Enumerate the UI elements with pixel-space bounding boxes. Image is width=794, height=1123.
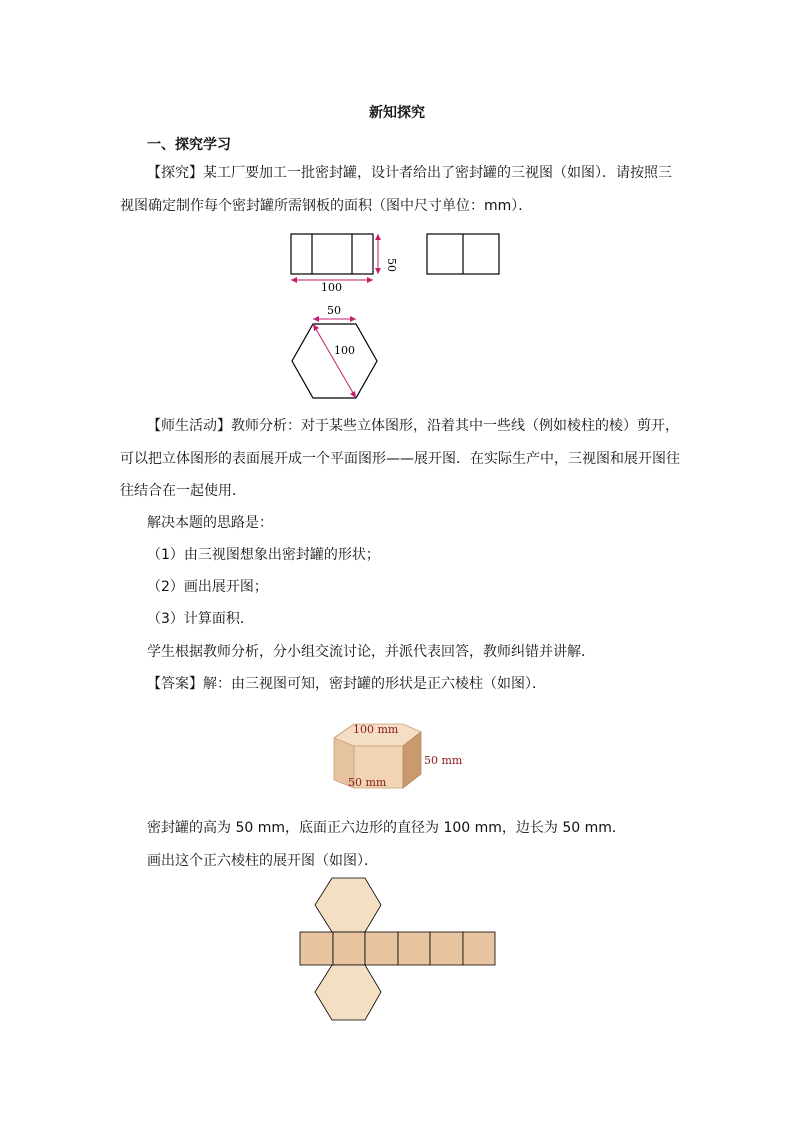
net-face-5 <box>430 932 463 965</box>
student-line: 学生根据教师分析，分小组交流讨论，并派代表回答，教师纠错并讲解． <box>147 644 595 660</box>
net-face-2 <box>333 932 365 965</box>
three-views-figure <box>285 225 510 295</box>
net-intro-line: 画出这个正六棱柱的展开图（如图）． <box>147 853 378 869</box>
activity-line-2: 可以把立体图形的表面展开成一个平面图形——展开图．在实际生产中，三视图和展开图往 <box>120 451 680 467</box>
height-label: 50 <box>385 258 398 272</box>
net-face-6 <box>463 932 495 965</box>
net-face-1 <box>300 932 333 965</box>
activity-line-1: 【师生活动】教师分析：对于某些立体图形，沿着其中一些线（例如棱柱的棱）剪开， <box>147 418 679 434</box>
hex-prism-figure <box>325 718 470 796</box>
answer-line: 【答案】解：由三视图可知，密封罐的形状是正六棱柱（如图）． <box>147 676 546 692</box>
hexagon-top-view <box>285 302 385 402</box>
front-view <box>291 234 373 274</box>
page-title: 新知探究 <box>369 105 425 121</box>
step-1: （1）由三视图想象出密封罐的形状； <box>147 547 380 563</box>
side-label: 50 <box>327 304 341 317</box>
activity-line-3: 往结合在一起使用． <box>120 483 246 499</box>
width-label: 100 <box>321 281 342 294</box>
explore-line-2: 视图确定制作每个密封罐所需钢板的面积（图中尺寸单位：mm）． <box>120 198 533 214</box>
description-line: 密封罐的高为 50 mm，底面正六边形的直径为 100 mm，边长为 50 mm． <box>147 820 626 836</box>
net-face-3 <box>365 932 398 965</box>
approach-intro: 解决本题的思路是： <box>147 515 273 531</box>
net-face-4 <box>398 932 430 965</box>
prism-side-label: 50 mm <box>348 776 387 789</box>
net-top-hexagon <box>315 878 381 932</box>
prism-net-figure <box>295 872 500 1027</box>
prism-height-label: 50 mm <box>424 754 463 767</box>
explore-line-1: 【探究】某工厂要加工一批密封罐，设计者给出了密封罐的三视图（如图）．请按照三 <box>147 165 672 181</box>
prism-top-label: 100 mm <box>353 723 399 736</box>
section-heading: 一、探究学习 <box>147 137 231 153</box>
diagonal-label: 100 <box>334 344 355 357</box>
net-bottom-hexagon <box>315 965 381 1020</box>
diagonal-dimension-line <box>313 324 356 398</box>
step-2: （2）画出展开图； <box>147 579 268 595</box>
step-3: （3）计算面积． <box>147 611 254 627</box>
